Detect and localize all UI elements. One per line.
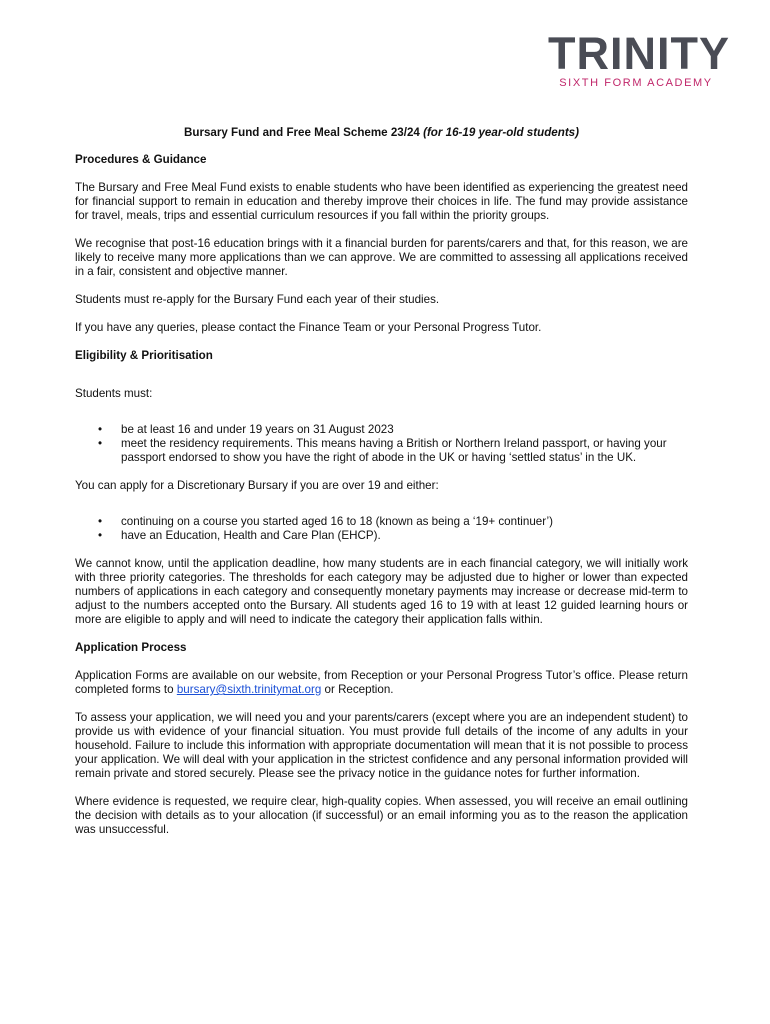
paragraph-financial-burden: We recognise that post-16 education brings with it a financial burden for parents/carers and that, for this reason, we are likely to receive many more applications than we can approve. We are committed to assessing all applications received in a fair, consistent and objective manner.: [75, 237, 688, 278]
document-body: [75, 126, 688, 851]
paragraph-evidence: To assess your application, we will need you and your parents/carers (except where you are an independent student) to provide us with evidence of your financial situation. You must provide full details of the income of any adults in your household. Failure to include this information with appropriate documentation will mean that it is not possible to process your application. We will deal with your application in the strictest confidence and any personal information provided will remain private and stored securely. Please see the privacy notice in the guidance notes for further information.: [75, 711, 688, 780]
list-item: • have an Education, Health and Care Plan (EHCP).: [98, 529, 381, 542]
paragraph-discretionary-intro: You can apply for a Discretionary Bursary if you are over 19 and either:: [75, 479, 439, 492]
list-item: • meet the residency requirements. This means having a British or Northern Ireland passport, or having your passport endorsed to show you have the right of abode in the UK or having ‘settled status’ in the UK.: [98, 437, 667, 464]
paragraph-students-must: Students must:: [75, 387, 153, 400]
trinity-logo: [548, 28, 730, 92]
paragraph-priority-categories: We cannot know, until the application deadline, how many students are in each financial category, we will initially work with three priority categories. The thresholds for each category may be adjusted due to higher or lower than expected numbers of applications in each category and consequently monetary payments may increase or decrease mid-term to adjust to the numbers accepted onto the Bursary. All students aged 16 to 19 with at least 12 guided learning hours or more are eligible to apply and will need to indicate the category their application falls within.: [75, 557, 688, 626]
discretionary-list: [75, 515, 688, 543]
title-main: Bursary Fund and Free Meal Scheme 23/24: [184, 126, 424, 139]
logo-wordmark: TRINITY: [548, 28, 730, 79]
document-title: [75, 126, 688, 140]
paragraph-application-forms: Application Forms are available on our website, from Reception or your Personal Progress Tutor’s office. Please return completed forms to bursary@sixth.trinitymat.org or Reception.: [75, 669, 688, 696]
paragraph-assessment: Where evidence is requested, we require clear, high-quality copies. When assessed, you will receive an email outlining the decision with details as to your allocation (if successful) or an email informing you as to the reason the application was unsuccessful.: [75, 795, 688, 836]
bullet-icon: •: [98, 423, 103, 436]
paragraph-reapply: Students must re-apply for the Bursary Fund each year of their studies.: [75, 293, 440, 306]
bullet-icon: •: [98, 437, 103, 450]
heading-procedures: Procedures & Guidance: [75, 153, 207, 166]
list-item: • continuing on a course you started aged 16 to 18 (known as being a ‘19+ continuer’): [98, 515, 553, 528]
eligibility-list: [75, 423, 688, 465]
paragraph-queries: If you have any queries, please contact the Finance Team or your Personal Progress Tutor.: [75, 321, 542, 334]
title-italic: (for 16-19 year-old students): [423, 126, 579, 139]
heading-application-process: Application Process: [75, 641, 187, 654]
logo-subtitle: SIXTH FORM ACADEMY: [559, 77, 713, 89]
bursary-email-link[interactable]: bursary@sixth.trinitymat.org: [176, 683, 322, 696]
heading-eligibility: Eligibility & Prioritisation: [75, 349, 213, 362]
bullet-icon: •: [98, 529, 103, 542]
paragraph-purpose: The Bursary and Free Meal Fund exists to enable students who have been identified as experiencing the greatest need for financial support to remain in education and thereby improve their choices in life. The fund may provide assistance for travel, meals, trips and essential curriculum resources if you fall within the priority groups.: [75, 181, 688, 222]
list-item: • be at least 16 and under 19 years on 31 August 2023: [98, 423, 394, 436]
bullet-icon: •: [98, 515, 103, 528]
